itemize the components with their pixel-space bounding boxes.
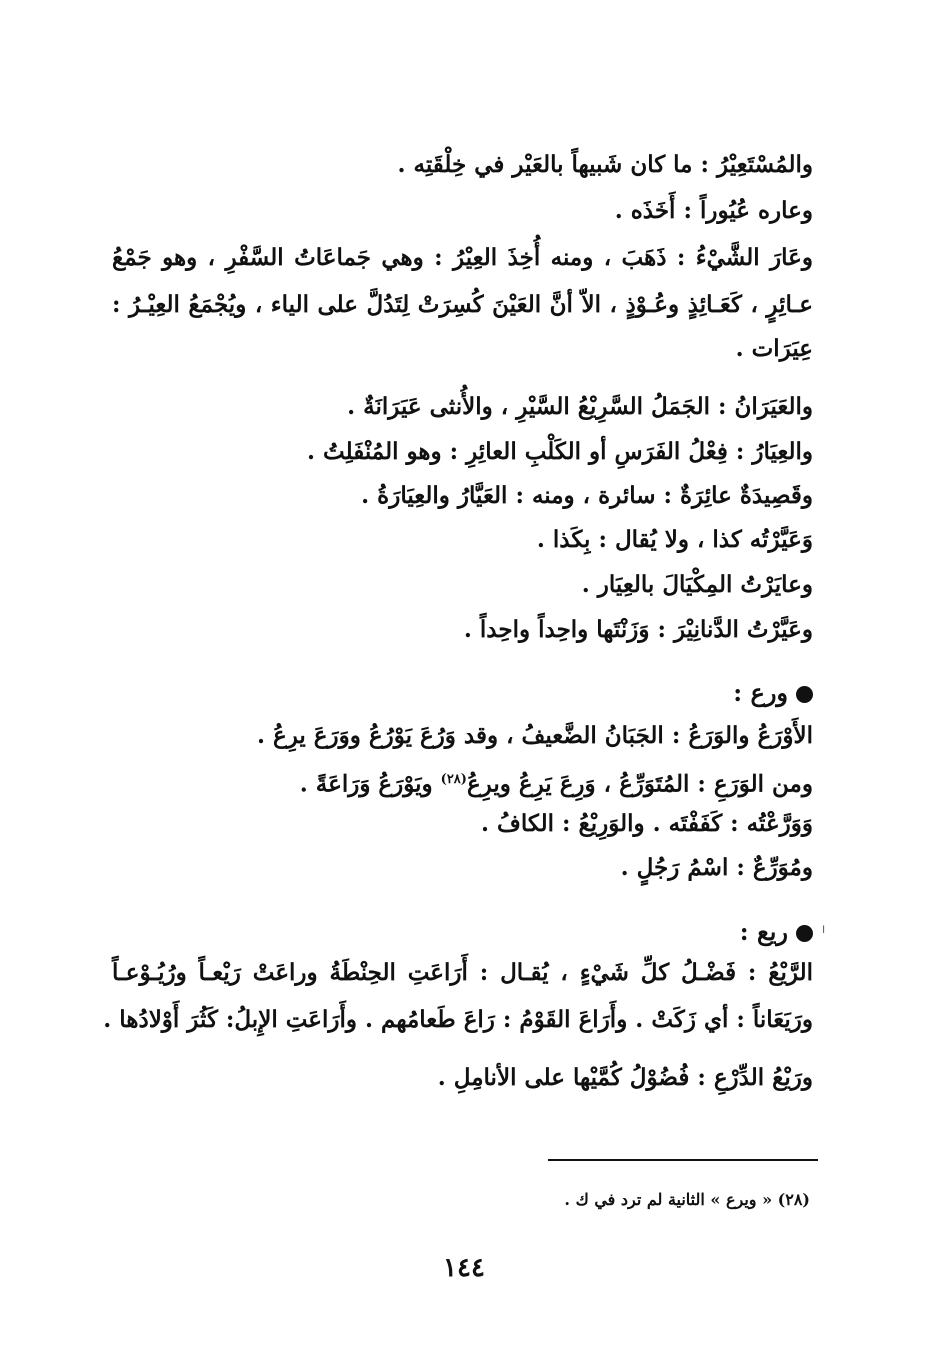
entry-line: عـائِرٍ ، كَعَـائِذٍ وعُـوْذٍ ، الاّ أنَّ العَيْنَ كُسِرَتْ لِتَدُلَّ على الياء ، ويُجْمَعُ العِيْـرُ : (112, 291, 813, 318)
entry-text: ومن الوَرَعِ : المُتَوَرِّعُ ، وَرِعَ يَرِعُ ويرِعُ (466, 770, 813, 798)
entry-text: ويَوْرَعُ وَرَاعَةً . (299, 770, 433, 798)
entry-line: وعَيَّرْتُ الدَّنانِيْرَ : وَزَنْتَها واحِداً واحِداً . (463, 616, 813, 643)
footnote-divider (548, 1159, 818, 1161)
entry-line: وقَصِيدَةٌ عائِرَةٌ : سائرة ، ومنه : العَيَّارُ والعِيَارَةُ . (361, 482, 813, 509)
entry-line: ورَيْعُ الدِّرْعِ : فُضُوْلُ كُمَّيْها على الأنامِلِ . (437, 1064, 813, 1091)
entry-line: ورَيَعَاناً : أي زَكَتْ . وأَرَاعَ القَوْمُ : رَاعَ طَعامُهم . وأَرَاعَتِ الإِبلُ: كَثُرَ أَوْلادُها . (103, 1006, 813, 1033)
entry-line: وعَارَ الشَّيْءُ : ذَهَبَ ، ومنه أُخِذَ العِيْرُ : وهي جَماعَاتُ السَّفْرِ ، وهو جَمْعُ (112, 244, 813, 271)
heading-text: ريع : (739, 917, 788, 946)
section-heading-rayea (740, 912, 813, 952)
entry-line: الأَوْرَعُ والوَرَعُ : الجَبَانُ الضَّعيفُ ، وقد وَرُعَ يَوْرُعُ ووَرَعَ يرِعُ . (256, 722, 813, 749)
entry-line: والعِيَارُ : فِعْلُ الفَرَسِ أو الكَلْبِ العائِرِ : وهو المُنْفَلِتُ . (307, 438, 813, 465)
entry-line: وعايَرْتُ المِكْيَالَ بالعِيَار . (581, 571, 813, 598)
entry-line: والعَيَرَانُ : الجَمَلُ السَّرِيْعُ السَّيْرِ ، والأُنثى عَيَرَانَةٌ . (347, 393, 813, 420)
entry-line-with-footnote (300, 760, 813, 805)
margin-mark: ا (822, 925, 825, 936)
entry-line: وعاره عُيُوراً : أَخَذَه . (614, 197, 813, 224)
heading-text: ورع : (733, 678, 788, 707)
entry-line: والمُسْتَعِيْرُ : ما كان شَبيهاً بالعَيْر في خِلْقَتِه . (397, 151, 813, 178)
section-heading-wara (733, 673, 813, 713)
entry-line: عِيَرَات . (735, 335, 813, 362)
entry-line: وَوَرَّعْتُه : كَفَفْتَه . والوَرِيْعُ : الكافُ . (481, 810, 813, 837)
bullet-icon (796, 686, 813, 703)
bullet-icon (796, 925, 813, 942)
entry-line: الرَّيْعُ : فَضْـلُ كلِّ شَيْءٍ ، يُقـال : أَرَاعَتِ الحِنْطَةُ وراعَتْ رَيْعـاً ورُيُـوْعـاً (112, 959, 813, 986)
footnote: (٢٨) « ويرع » الثانية لم ترد في ك . (564, 1190, 810, 1209)
entry-line: وَعَيَّرْتُه كذا ، ولا يُقال : بِكَذا . (536, 526, 813, 553)
entry-line: ومُوَرِّعٌ : اسْمُ رَجُلٍ . (620, 854, 813, 881)
page-number: ١٤٤ (443, 1253, 485, 1283)
footnote-reference: (٢٨) (440, 772, 467, 787)
